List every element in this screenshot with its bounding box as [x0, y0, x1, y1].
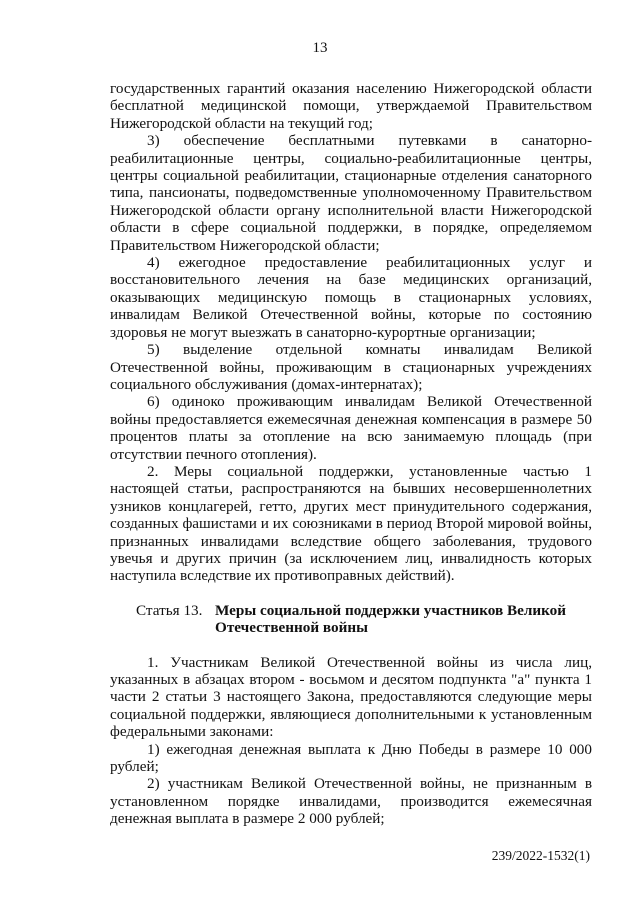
document-body: [110, 80, 592, 828]
paragraph: 4) ежегодное предоставление реабилитационных услуг и восстановительного лечения на базе медицинских организаций, оказывающих медицинскую помощь в стационарных условиях, инвалидам Великой Отечественной войны, которые по состоянию здоровья не могут выезжать в санаторно-курортные организации;: [110, 254, 592, 341]
document-code: 239/2022-1532(1): [491, 848, 590, 863]
article-title: [215, 602, 592, 637]
article-title-line2: Отечественной войны: [215, 619, 368, 637]
paragraph: государственных гарантий оказания населению Нижегородской области бесплатной медицинской помощи, утверждаемой Правительством Нижегородской области на текущий год;: [110, 80, 592, 132]
article-title-line1: Меры социальной поддержки участников Великой: [215, 601, 567, 619]
page-number: 13: [312, 40, 328, 56]
article-heading: [110, 602, 592, 637]
paragraph: 1. Участникам Великой Отечественной войны из числа лиц, указанных в абзацах втором - восьмом и десятом подпункта "а" пункта 1 части 2 статьи 3 настоящего Закона, предоставляются следующие меры социальной поддержки, являющиеся дополнительными к установленным федеральными законами:: [110, 653, 592, 741]
paragraph: 2) участникам Великой Отечественной войны, не признанным в установленном порядке инвалидами, производится ежемесячная денежная выплата в размере 2 000 рублей;: [110, 775, 592, 828]
paragraph: 2. Меры социальной поддержки, установленные частью 1 настоящей статьи, распространяются на бывших несовершеннолетних узников концлагерей, гетто, других мест принудительного содержания, созданных фашистами и их союзниками в период Второй мировой войны, признанных инвалидами вследствие общего заболевания, трудового увечья и других причин (за исключением лиц, инвалидность которых наступила вследствие их противоправных действий).: [110, 462, 592, 585]
article-label: Статья 13.: [136, 601, 203, 619]
paragraph: 1) ежегодная денежная выплата к Дню Победы в размере 10 000 рублей;: [110, 740, 592, 776]
paragraph: 6) одиноко проживающим инвалидам Великой Отечественной войны предоставляется ежемесячная денежная компенсация в размере 50 процентов платы за отопление на всю занимаемую площадь (при отсутствии печного отопления).: [110, 393, 592, 463]
paragraph: 5) выделение отдельной комнаты инвалидам Великой Отечественной войны, проживающим в стационарных учреждениях социального обслуживания (домах-интернатах);: [110, 341, 592, 393]
paragraph: 3) обеспечение бесплатными путевками в санаторно-реабилитационные центры, социально-реабилитационные центры, центры социальной реабилитации, стационарные отделения санаторного типа, пансионаты, подведомственные уполномоченному Правительством Нижегородской области органу исполнительной власти Нижегородской области в сфере социальной поддержки, в порядке, определяемом Правительством Нижегородской области;: [110, 132, 592, 254]
